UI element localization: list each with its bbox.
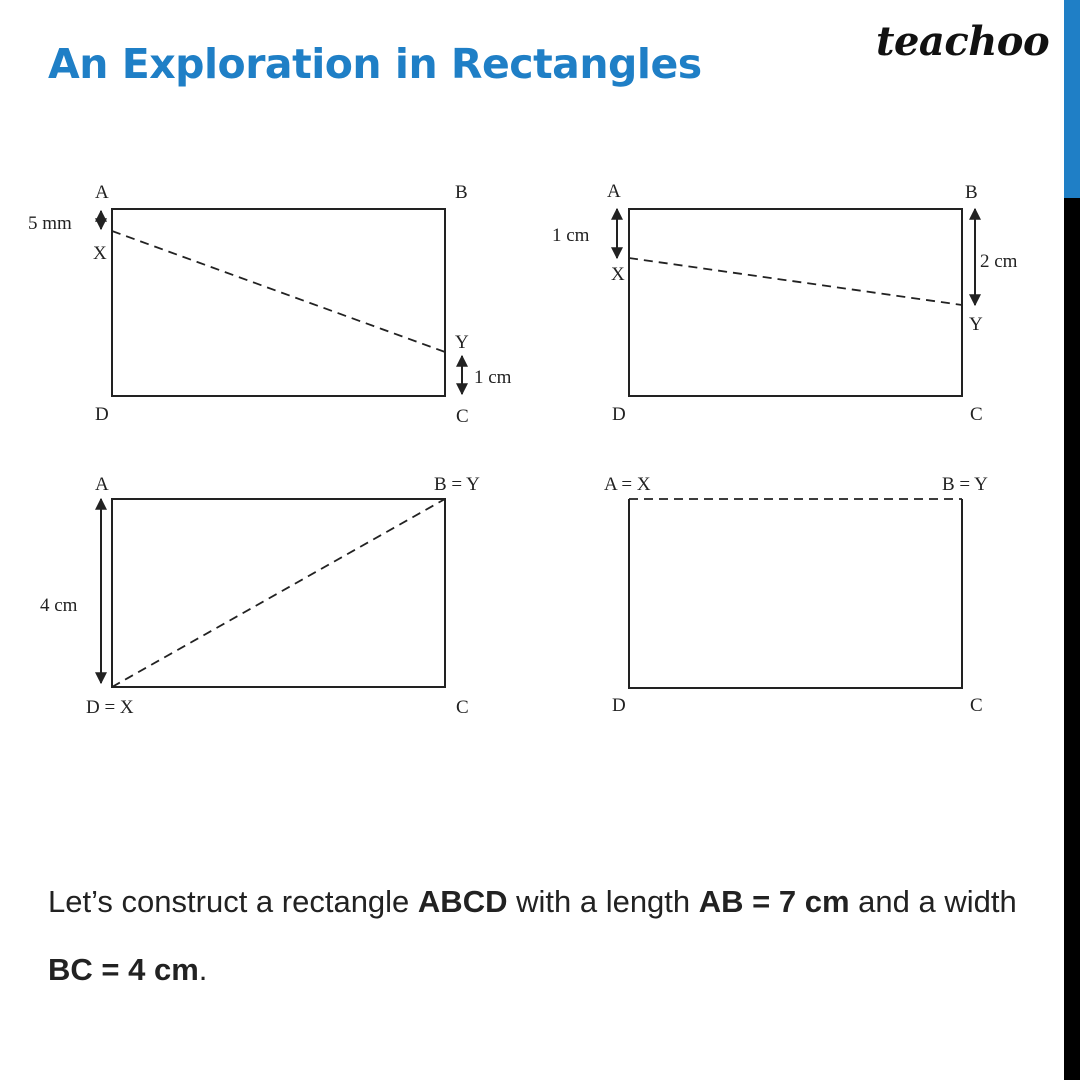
figure-3-label-by: B = Y [434,474,480,495]
caption-part-2: with a length [507,884,699,919]
figure-2-dashed-line-xy [629,258,962,305]
figure-2-label-a: A [607,181,621,202]
figure-2-label-c: C [970,404,983,425]
figure-1-dashed-line-xy [112,231,445,352]
figure-3-label-dx: D = X [86,697,134,718]
figure-4-rectangle [629,499,962,688]
caption-abcd: ABCD [417,884,508,919]
figure-1-label-a: A [95,182,109,203]
caption-ab: AB = 7 cm [698,884,850,919]
figure-2-measure-by: 2 cm [980,251,1018,272]
figure-2-label-y: Y [969,314,983,335]
figure-4 [604,474,988,716]
figure-2 [552,181,1018,425]
teachoo-logo: teachoo [876,18,1050,65]
figure-4-label-by: B = Y [942,474,988,495]
figure-1-measure-ax: 5 mm [28,213,72,234]
caption-text [48,868,1038,1004]
figure-2-label-b: B [965,182,978,203]
rectangle-figures [0,150,1060,750]
figure-1-measure-yc: 1 cm [474,367,512,388]
caption-part-3: and a width [849,884,1017,919]
figure-3 [40,474,480,718]
figure-1-label-b: B [455,182,468,203]
figure-2-label-d: D [612,404,626,425]
figure-3-label-c: C [456,697,469,718]
figure-1-label-x: X [93,243,107,264]
caption-part-4: . [198,952,208,987]
sidebar-accent-strip [1064,0,1080,198]
figure-3-measure-ad: 4 cm [40,595,78,616]
figure-1-label-d: D [95,404,109,425]
figure-4-label-ax: A = X [604,474,651,495]
figure-2-label-x: X [611,264,625,285]
figure-2-measure-ax: 1 cm [552,225,590,246]
page-title: An Exploration in Rectangles [48,40,702,88]
figure-4-label-c: C [970,695,983,716]
figure-4-label-d: D [612,695,626,716]
caption-bc: BC = 4 cm [48,952,199,987]
figure-1-label-c: C [456,406,469,427]
figure-3-rectangle [112,499,445,687]
figure-2-rectangle [629,209,962,396]
caption-part-1: Let’s construct a rectangle [48,884,418,919]
figure-3-dashed-line-xy [112,499,445,687]
figure-1-label-y: Y [455,332,469,353]
figure-1 [28,182,512,427]
figure-3-label-a: A [95,474,109,495]
figure-1-rectangle [112,209,445,396]
